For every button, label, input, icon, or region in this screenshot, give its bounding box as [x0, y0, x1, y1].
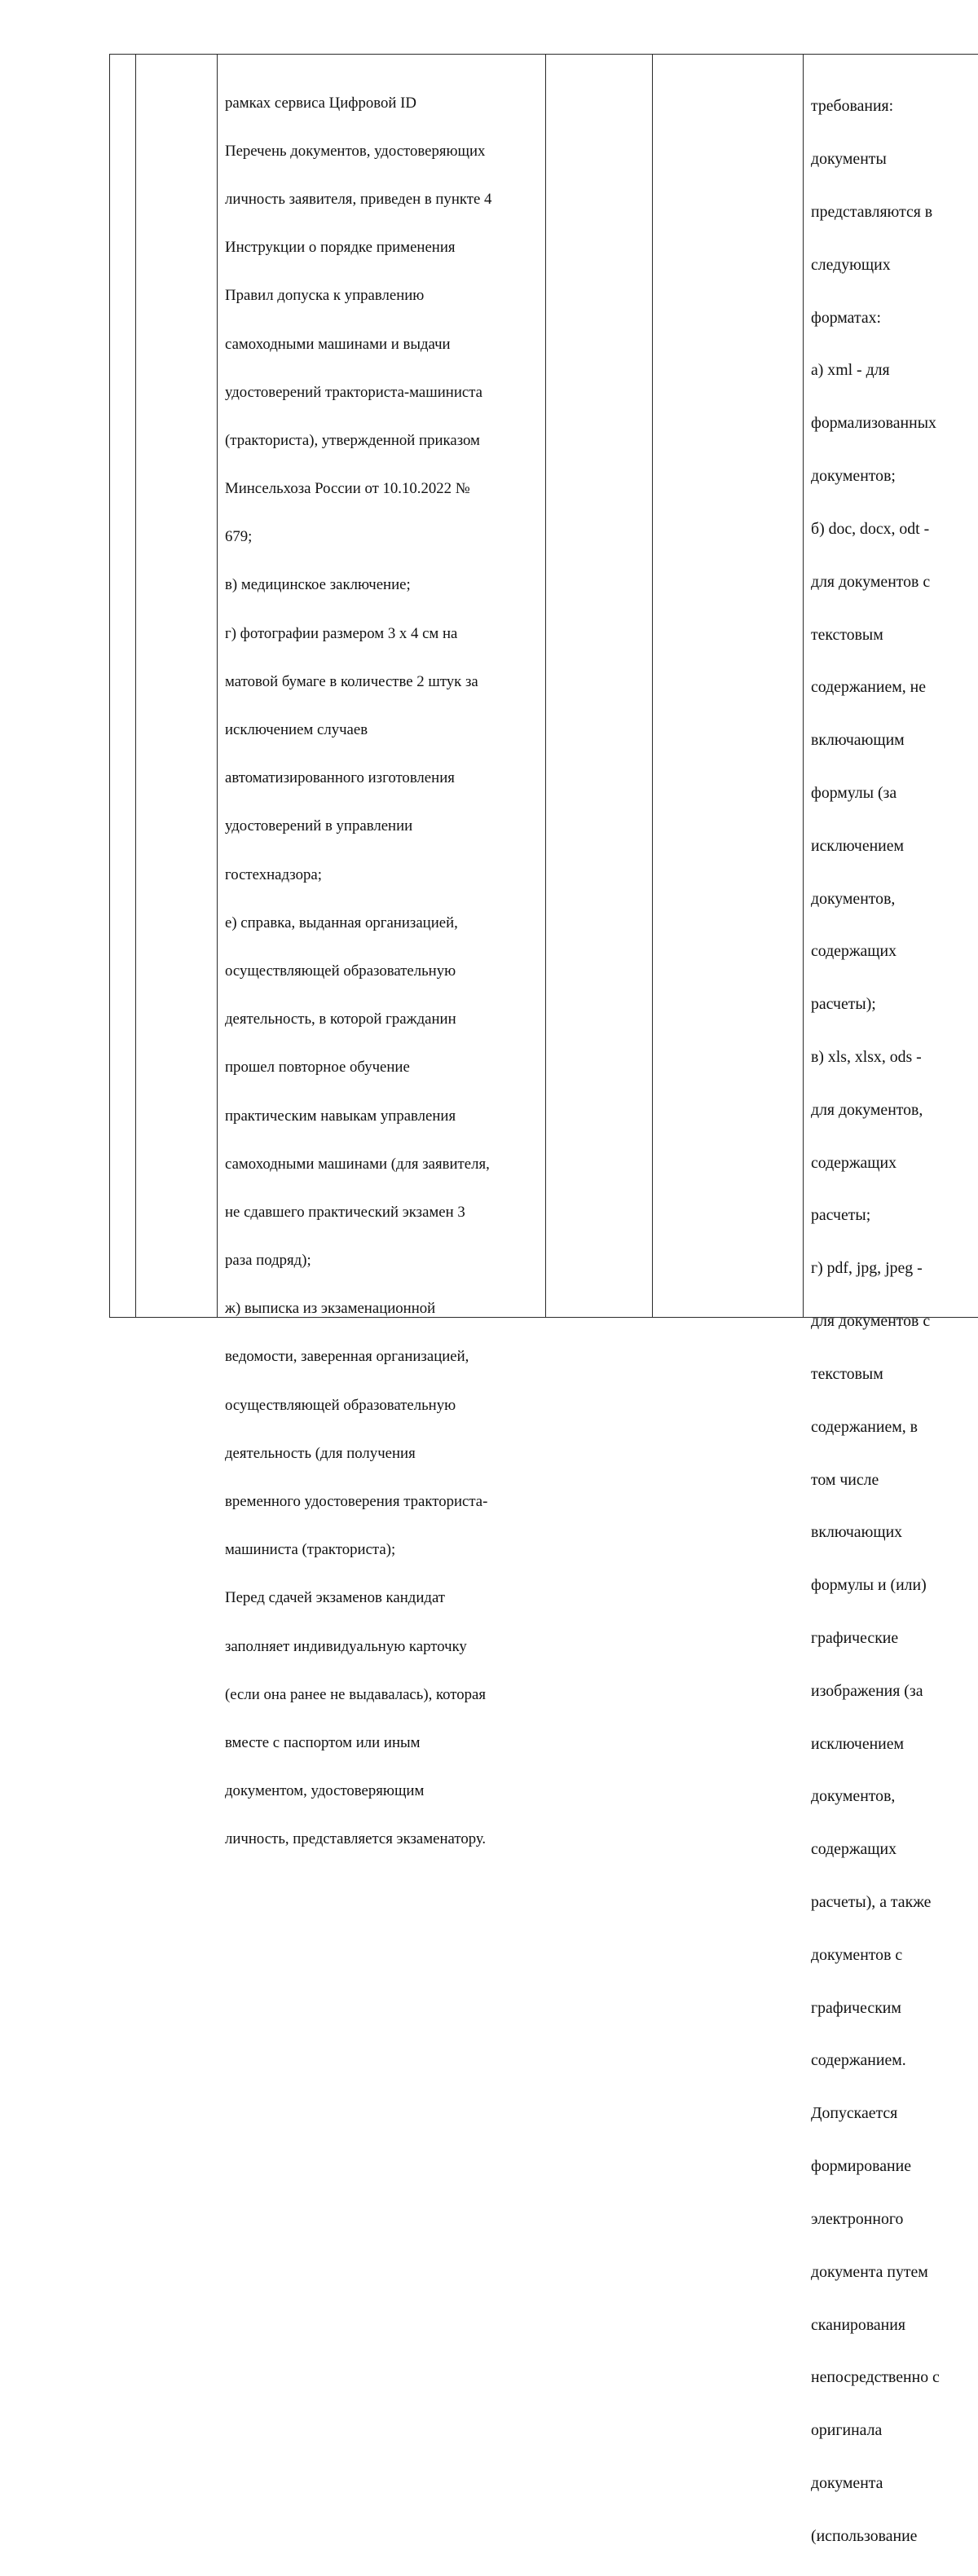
documents-text-line: исключением случаев [225, 721, 368, 739]
documents-text-line: раза подряд); [225, 1252, 311, 1270]
documents-text-line: самоходными машинами и выдачи [225, 335, 451, 353]
format-text-line: непосредственно с [811, 2368, 940, 2387]
format-text-line: исключением [811, 836, 905, 855]
documents-text-line: ж) выписка из экзаменационной [225, 1300, 436, 1318]
format-text-line: содержанием, в [811, 1417, 918, 1436]
format-text-line: Допускается [811, 2104, 898, 2123]
format-text-line: требования: [811, 97, 894, 116]
format-text-line: текстовым [811, 625, 883, 644]
documents-text-line: практическим навыкам управления [225, 1107, 456, 1125]
documents-text-line: ведомости, заверенная организацией, [225, 1348, 469, 1366]
format-text-line: текстовым [811, 1364, 883, 1383]
documents-text-line: автоматизированного изготовления [225, 769, 455, 787]
format-text-line: документа [811, 2473, 883, 2492]
documents-text-line: Перечень документов, удостоверяющих [225, 142, 486, 160]
documents-text-line: самоходными машинами (для заявителя, [225, 1155, 490, 1173]
documents-text-line: гостехнадзора; [225, 865, 322, 883]
format-text-line: содержащих [811, 1153, 896, 1172]
table-border-left [109, 54, 110, 1318]
format-text-line: документов; [811, 467, 896, 486]
documents-text-line: осуществляющей образовательную [225, 962, 456, 980]
format-text-line: следующих [811, 255, 891, 274]
format-text-line: документов с [811, 1945, 903, 1964]
documents-text-line: осуществляющей образовательную [225, 1396, 456, 1414]
documents-text-line: г) фотографии размером 3 х 4 см на [225, 624, 458, 642]
documents-text-line: деятельность (для получения [225, 1444, 416, 1462]
format-text-line: форматах: [811, 308, 882, 327]
format-text-line: изображения (за [811, 1681, 923, 1700]
format-text-line: представляются в [811, 203, 933, 222]
format-text-line: расчеты; [811, 1206, 871, 1225]
format-text-line: содержащих [811, 1840, 896, 1859]
documents-text-line: удостоверений в управлении [225, 817, 413, 835]
format-text-line: формулы (за [811, 783, 897, 802]
table-cell-documents-list [225, 67, 546, 1876]
documents-text-line: (если она ранее не выдавалась), которая [225, 1685, 486, 1703]
format-text-line: формулы и (или) [811, 1576, 927, 1595]
format-text-line: формирование [811, 2157, 911, 2176]
format-text-line: исключением [811, 1734, 905, 1753]
format-text-line: включающим [811, 731, 905, 750]
format-text-line: г) pdf, jpg, jpeg - [811, 1259, 923, 1278]
table-column-divider-5 [803, 54, 804, 1318]
documents-text-line: временного удостоверения тракториста- [225, 1493, 488, 1511]
documents-text-line: личность, представляется экзаменатору. [225, 1830, 487, 1848]
documents-text-line: прошел повторное обучение [225, 1059, 410, 1077]
format-text-line: в) xls, xlsx, ods - [811, 1048, 922, 1067]
format-text-line: документов, [811, 1787, 896, 1806]
format-text-line: включающих [811, 1523, 903, 1542]
documents-text-line: Перед сдачей экзаменов кандидат [225, 1589, 445, 1607]
documents-text-line: в) медицинское заключение; [225, 576, 411, 594]
documents-text-line: Инструкции о порядке применения [225, 239, 456, 257]
documents-text-line: вместе с паспортом или иным [225, 1733, 421, 1751]
format-text-line: для документов с [811, 572, 931, 591]
documents-text-line: (тракториста), утвержденной приказом [225, 431, 480, 449]
documents-text-line: е) справка, выданная организацией, [225, 914, 458, 931]
format-text-line: для документов, [811, 1100, 923, 1119]
documents-text-line: деятельность, в которой гражданин [225, 1011, 456, 1028]
format-text-line: расчеты), а также [811, 1893, 932, 1912]
documents-text-line: машиниста (тракториста); [225, 1541, 396, 1559]
format-text-line: документы [811, 150, 887, 169]
format-text-line: расчеты); [811, 995, 876, 1014]
table-column-divider-2 [217, 54, 218, 1318]
documents-text-line: Минсельхоза России от 10.10.2022 № [225, 480, 470, 498]
table-cell-format-requirements [811, 67, 978, 2576]
format-text-line: формализованных [811, 414, 936, 433]
format-text-line: том числе [811, 1470, 879, 1489]
format-text-line: содержанием, не [811, 678, 927, 697]
documents-text-line: рамках сервиса Цифровой ID [225, 94, 416, 112]
documents-text-line: матовой бумаге в количестве 2 штук за [225, 672, 478, 690]
format-text-line: сканирования [811, 2315, 905, 2334]
format-text-line: оригинала [811, 2421, 883, 2440]
format-text-line: б) doc, docx, odt - [811, 519, 930, 538]
format-text-line: содержащих [811, 942, 896, 961]
format-text-line: (использование [811, 2526, 918, 2545]
format-text-line: электронного [811, 2209, 904, 2228]
format-text-line: документов, [811, 889, 896, 908]
documents-text-line: заполняет индивидуальную карточку [225, 1637, 467, 1655]
documents-text-line: документом, удостоверяющим [225, 1782, 425, 1800]
format-text-line: документа путем [811, 2262, 928, 2281]
format-text-line: содержанием. [811, 2051, 906, 2070]
format-text-line: графическим [811, 1998, 901, 2017]
format-text-line: для документов с [811, 1312, 931, 1331]
documents-text-line: Правил допуска к управлению [225, 287, 425, 305]
format-text-line: графические [811, 1628, 899, 1647]
documents-text-line: личность заявителя, приведен в пункте 4 [225, 190, 492, 208]
format-text-line: а) xml - для [811, 361, 890, 380]
documents-text-line: 679; [225, 528, 253, 546]
documents-text-line: не сдавшего практический экзамен 3 [225, 1203, 465, 1221]
documents-text-line: удостоверений тракториста-машиниста [225, 383, 482, 401]
table-column-divider-1 [135, 54, 136, 1318]
table-column-divider-4 [652, 54, 653, 1318]
